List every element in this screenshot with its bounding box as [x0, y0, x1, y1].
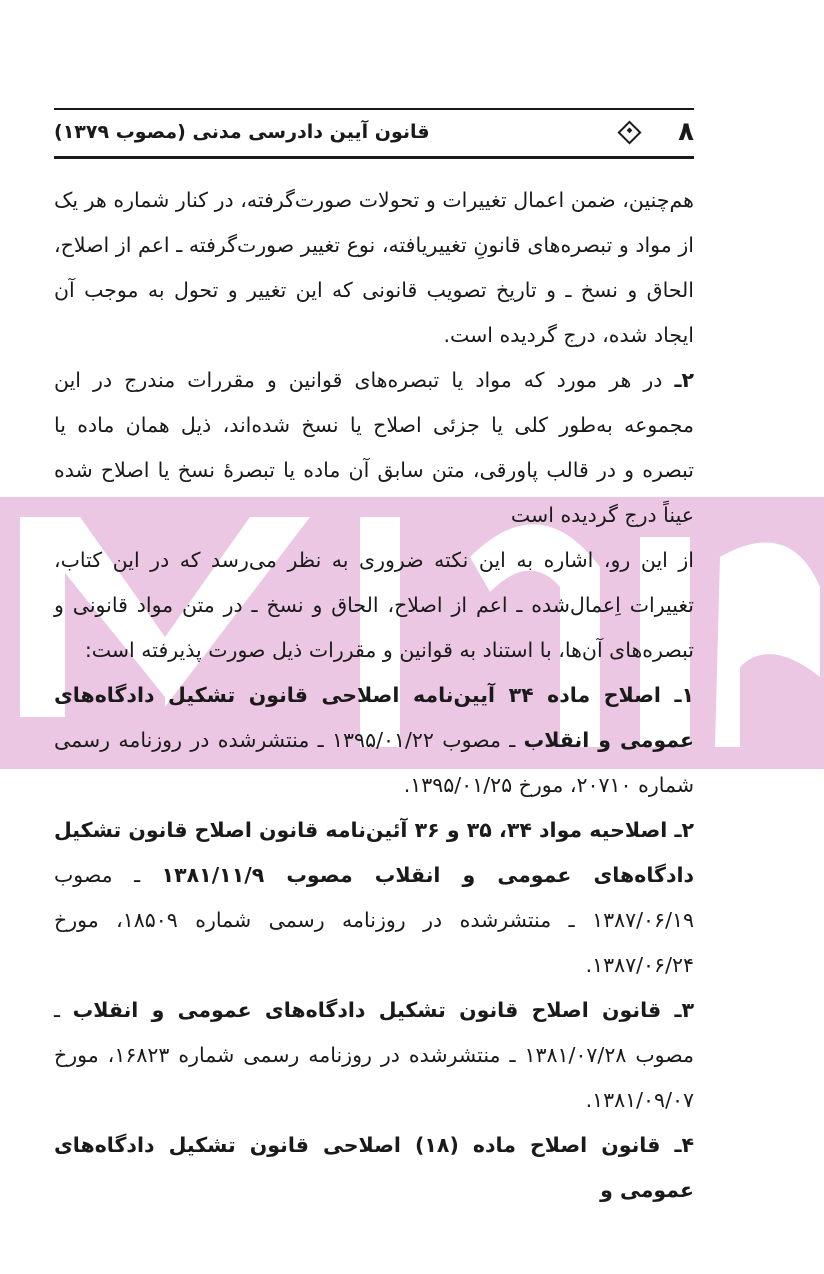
page-body — [54, 178, 694, 1213]
running-header — [54, 108, 694, 156]
header-bottom-rule — [54, 156, 694, 159]
list-item — [54, 1123, 694, 1213]
page-number: ۸ — [678, 117, 694, 147]
paragraph-1: هم‌چنین، ضمن اعمال تغییرات و تحولات صورت‌گرفته، در کنار شماره هر یک از مواد و تبصره‌های قانونِ تغییریافته، نوع تغییر صورت‌گرفته ـ اعم از اصلاح، الحاق و نسخ ـ و تاریخ تصویب قانونی که این تغییر و تحول به موجب آن ایجاد شده، درج گردیده است. — [54, 188, 694, 347]
list-item-text: ـ مصوب ۱۳۸۱/۰۷/۲۸ ـ منتشرشده در روزنامه رسمی شماره ۱۶۸۲۳، مورخ ۱۳۸۱/۰۹/۰۷. — [54, 998, 694, 1112]
list-item-title: ۱ـ اصلاح ماده ۳۴ آیین‌نامه اصلاحی قانون تشکیل دادگاه‌های عمومی و انقلاب — [54, 683, 694, 752]
list-item — [54, 673, 694, 808]
paragraph-3: از این رو، اشاره به این نکته ضروری به نظر می‌رسد که در این کتاب، تغییرات اِعمال‌شده ـ اعم از اصلاح، الحاق و نسخ ـ در متن مواد قانونی و تبصره‌های آن‌ها، با استناد به قوانین و مقررات ذیل صورت پذیرفته است: — [54, 548, 694, 662]
header-number-group — [621, 117, 694, 147]
paragraph-2-text: در هر مورد که مواد یا تبصره‌های قوانین و مقررات مندرج در این مجموعه به‌طور کلی یا جزئی اصلاح یا نسخ شده‌اند، ذیل همان ماده یا تبصره و در قالب پاورقی، متن سابق آن ماده یا تبصرهٔ نسخ یا اصلاح شده عیناً درج گردیده است — [54, 368, 694, 527]
list-item-text: ـ مصوب ۱۳۹۵/۰۱/۲۲ ـ منتشرشده در روزنامه رسمی شماره ۲۰۷۱۰، مورخ ۱۳۹۵/۰۱/۲۵. — [54, 728, 694, 797]
list-item — [54, 988, 694, 1123]
watermark-shape — [715, 542, 820, 747]
running-title: قانون آیین دادرسی مدنی (مصوب ۱۳۷۹) — [54, 121, 430, 143]
list-item-text: ـ مصوب ۱۳۸۷/۰۶/۱۹ ـ منتشرشده در روزنامه رسمی شماره ۱۸۵۰۹، مورخ ۱۳۸۷/۰۶/۲۴. — [54, 863, 694, 977]
list-item-title: ۲ـ اصلاحیه مواد ۳۴، ۳۵ و ۳۶ آئین‌نامه قانون اصلاح قانون تشکیل دادگاه‌های عمومی و انقلاب مصوب ۱۳۸۱/۱۱/۹ — [54, 818, 695, 887]
paragraph-2-number: ۲ـ — [674, 368, 694, 392]
paragraph-2 — [54, 358, 694, 538]
list-item — [54, 808, 694, 988]
list-item-title: ۳ـ قانون اصلاح قانون تشکیل دادگاه‌های عمومی و انقلاب — [72, 998, 694, 1022]
list-item-title: ۴ـ قانون اصلاح ماده (۱۸) اصلاحی قانون تشکیل دادگاه‌های عمومی و — [54, 1133, 694, 1202]
diamond-icon — [618, 120, 642, 144]
